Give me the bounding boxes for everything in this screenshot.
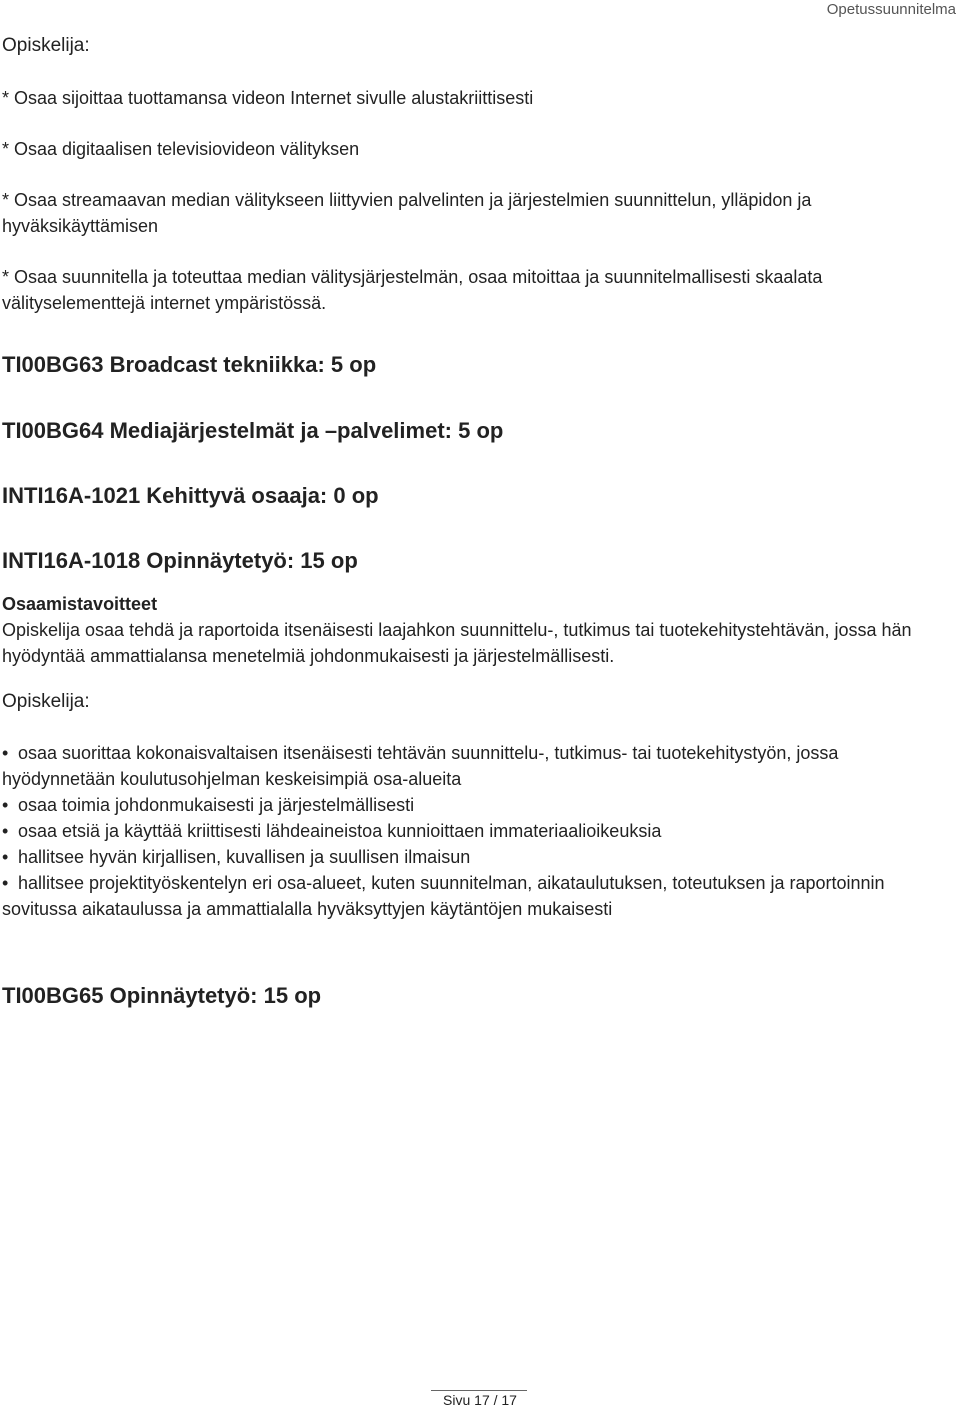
list-item: • osaa etsiä ja käyttää kriittisesti lähdeaineistoa kunnioittaen immateriaalioikeuksia bbox=[2, 818, 952, 844]
student-label: Opiskelija: bbox=[2, 691, 90, 712]
course-heading-advanced-expert: INTI16A-1021 Kehittyvä osaaja: 0 op bbox=[2, 483, 379, 508]
document-type-header: Opetussuunnitelma bbox=[826, 1, 956, 18]
learning-goals-heading: Osaamistavoitteet bbox=[2, 594, 158, 614]
course-heading-thesis-final: TI00BG65 Opinnäytetyö: 15 op bbox=[2, 983, 322, 1008]
page-number: Sivu 17 / 17 bbox=[443, 1392, 517, 1408]
bullet-icon: • bbox=[2, 795, 9, 815]
list-item: • osaa toimia johdonmukaisesti ja järjestelmällisesti bbox=[2, 792, 952, 818]
list-item: • hallitsee hyvän kirjallisen, kuvallisen ja suullisen ilmaisun bbox=[2, 844, 952, 870]
bullet-icon: • bbox=[2, 873, 9, 893]
course-heading-media-systems: TI00BG64 Mediajärjestelmät ja –palvelimet: 5 op bbox=[2, 418, 504, 443]
list-item: • osaa suorittaa kokonaisvaltaisen itsenäisesti tehtävän suunnittelu-, tutkimus- tai tuotekehitystyön, jossa hyödynnetään koulutusohjelman keskeisimpiä osa-alueita bbox=[2, 740, 952, 792]
footer-divider bbox=[431, 1390, 527, 1391]
course-heading-thesis: INTI16A-1018 Opinnäytetyö: 15 op bbox=[2, 548, 358, 573]
course-heading-broadcast: TI00BG63 Broadcast tekniikka: 5 op bbox=[2, 352, 377, 377]
learning-outcome-item: * Osaa digitaalisen televisiovideon välityksen bbox=[2, 139, 360, 159]
learning-outcome-item: * Osaa sijoittaa tuottamansa videon Internet sivulle alustakriittisesti bbox=[2, 88, 534, 108]
learning-outcomes-list bbox=[2, 85, 952, 316]
bullet-icon: • bbox=[2, 821, 9, 841]
bullet-icon: • bbox=[2, 743, 9, 763]
learning-outcome-item: * Osaa suunnitella ja toteuttaa median välitysjärjestelmän, osaa mitoittaa ja suunnitelmallisesti skaalata välityselementtejä internet ympäristössä. bbox=[2, 267, 823, 313]
learning-outcome-item: * Osaa streamaavan median välitykseen liittyvien palvelinten ja järjestelmien suunnittelun, ylläpidon ja hyväksikäyttämisen bbox=[2, 190, 812, 236]
student-label: Opiskelija: bbox=[2, 35, 90, 56]
bullet-icon: • bbox=[2, 847, 9, 867]
thesis-description: Opiskelija osaa tehdä ja raportoida itsenäisesti laajahkon suunnittelu-, tutkimus tai tuotekehitystehtävän, jossa hän hyödyntää ammattialansa menetelmiä johdonmukaisesti ja järjestelmällisesti. bbox=[2, 620, 912, 666]
list-item: • hallitsee projektityöskentelyn eri osa-alueet, kuten suunnitelman, aikataulutuksen, toteutuksen ja raportoinnin sovitussa aikataulussa ja ammattialalla hyväksyttyjen käytäntöjen mukaisesti bbox=[2, 870, 952, 922]
document-body bbox=[2, 33, 952, 1010]
thesis-outcomes-list bbox=[2, 740, 952, 922]
